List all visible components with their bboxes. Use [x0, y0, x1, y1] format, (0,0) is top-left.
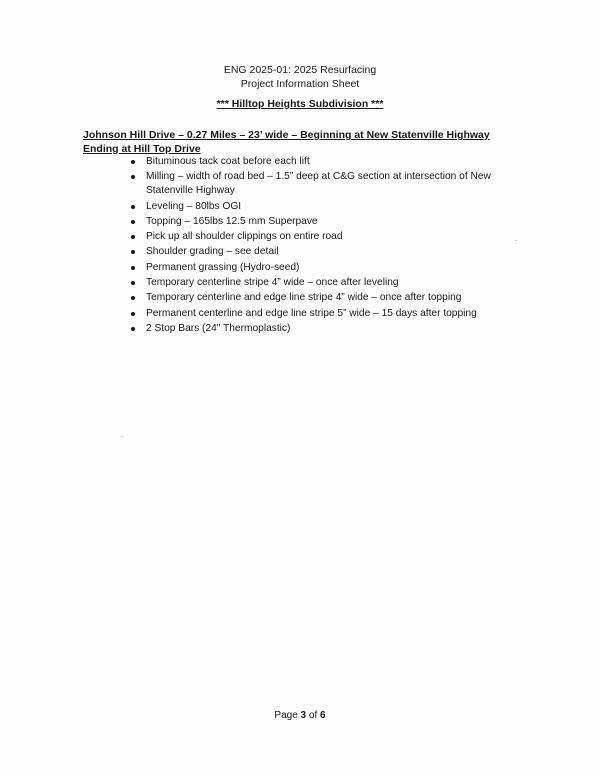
- sheet-title: Project Information Sheet: [240, 78, 360, 90]
- page-number: [0, 710, 600, 721]
- list-item: Topping – 165lbs 12.5 mm Superpave: [146, 215, 516, 229]
- work-items-list: [146, 155, 516, 337]
- list-item: Shoulder grading – see detail: [146, 245, 516, 259]
- list-item: 2 Stop Bars (24" Thermoplastic): [146, 322, 516, 336]
- list-item: Leveling – 80lbs OGI: [146, 200, 516, 214]
- list-item: Permanent grassing (Hydro-seed): [146, 261, 516, 275]
- of-word: of: [308, 710, 318, 721]
- list-item: Milling – width of road bed – 1.5” deep at C&G section at intersection of New Statenville Highway: [146, 170, 516, 198]
- list-item: Temporary centerline and edge line stripe 4” wide – once after topping: [146, 291, 516, 305]
- scan-speck: [121, 436, 123, 437]
- page-word: Page: [274, 710, 298, 721]
- project-title: ENG 2025-01: 2025 Resurfacing: [223, 64, 377, 76]
- list-item: Temporary centerline stripe 4” wide – once after leveling: [146, 276, 516, 290]
- list-item: Pick up all shoulder clippings on entire road: [146, 230, 516, 244]
- total-pages: 6: [320, 710, 326, 721]
- list-item: Permanent centerline and edge line stripe 5” wide – 15 days after topping: [146, 307, 516, 321]
- scan-speck: [515, 240, 517, 241]
- subdivision-heading: *** Hilltop Heights Subdivision ***: [216, 98, 384, 110]
- current-page: 3: [300, 710, 307, 721]
- list-item: Bituminous tack coat before each lift: [146, 155, 516, 169]
- road-heading: Johnson Hill Drive – 0.27 Miles – 23’ wide – Beginning at New Statenville Highway Ending at Hill Top Drive: [83, 129, 490, 155]
